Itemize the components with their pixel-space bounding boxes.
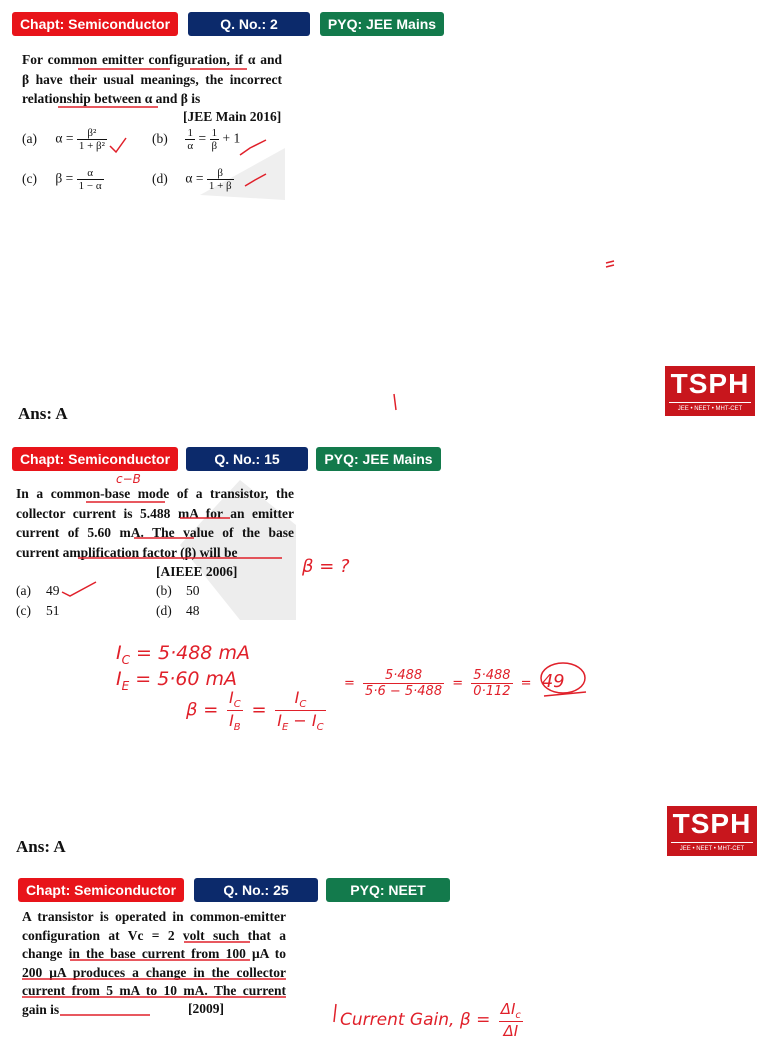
question-number-tag: Q. No.: 2 bbox=[188, 12, 310, 36]
note-beta-question: β = ? bbox=[302, 556, 350, 577]
option-value: 51 bbox=[46, 603, 60, 618]
chapter-tag: Chapt: Semiconductor bbox=[12, 12, 178, 36]
question-text: For common emitter configuration, if α and β have their usual meanings, the incorrect relationship between α and β is bbox=[22, 52, 282, 106]
answer-label: Ans: A bbox=[16, 837, 66, 856]
note-subscript: c bbox=[515, 1010, 521, 1021]
logo-tagline: JEE • NEET • MHT-CET bbox=[671, 842, 753, 855]
pyq-tag: PYQ: JEE Mains bbox=[320, 12, 444, 36]
fraction-denominator: 0·112 bbox=[473, 684, 511, 699]
note-value: = 5·488 mA bbox=[136, 642, 250, 664]
fraction-denominator: α bbox=[187, 140, 194, 152]
equals-sign: = bbox=[520, 676, 532, 691]
tick-mark bbox=[110, 138, 126, 152]
tick-mark bbox=[62, 582, 96, 596]
note-symbol: I bbox=[229, 711, 234, 731]
option-label: (b) bbox=[156, 583, 172, 598]
note-subscript: C bbox=[121, 652, 130, 667]
fraction-denominator: 1 + β bbox=[208, 180, 232, 192]
option-value: 50 bbox=[186, 583, 200, 598]
fraction-numerator: β² bbox=[77, 127, 107, 140]
option-value: 48 bbox=[186, 603, 200, 618]
stroke-mark bbox=[606, 261, 614, 267]
fraction-numerator: 1 bbox=[185, 127, 195, 140]
chapter-tag: Chapt: Semiconductor bbox=[18, 878, 184, 902]
note-symbol: ΔI bbox=[500, 1000, 516, 1018]
tick-mark bbox=[245, 174, 266, 186]
note-value: = 5·60 mA bbox=[135, 668, 238, 690]
note-subscript: B bbox=[233, 722, 241, 734]
note-symbol: I bbox=[116, 642, 122, 664]
option-lhs: α = bbox=[55, 130, 74, 146]
note-subscript: E bbox=[282, 722, 289, 734]
answer-circle bbox=[541, 663, 585, 693]
note-minus: − I bbox=[288, 711, 317, 731]
pyq-tag: PYQ: NEET bbox=[326, 878, 450, 902]
answer-label: Ans: A bbox=[18, 404, 68, 423]
question-text: A transistor is operated in common-emitter configuration at Vc = 2 volt such that a change in the base current from 100 μA to 200 μA produces a change in the collector current from 5 mA to 10 mA. The current gain is bbox=[22, 909, 286, 1017]
fraction-denominator: 5·6 − 5·488 bbox=[365, 684, 443, 699]
pyq-tag: PYQ: JEE Mains bbox=[316, 447, 441, 471]
question-text: In a common-base mode of a transistor, the collector current is 5.488 mA for an emitter current of 5.60 mA. The value of the base current amplification factor (β) will be bbox=[16, 486, 294, 560]
question-number-tag: Q. No.: 15 bbox=[186, 447, 308, 471]
option-label: (a) bbox=[22, 130, 37, 146]
note-common-base: c−B bbox=[116, 472, 141, 486]
option-label: (c) bbox=[22, 170, 37, 186]
option-value: 49 bbox=[46, 583, 60, 598]
fraction-numerator: 5·488 bbox=[363, 668, 444, 684]
option-label: (d) bbox=[156, 603, 172, 618]
note-subscript: C bbox=[316, 722, 324, 734]
fraction-denominator: ΔI bbox=[503, 1022, 519, 1040]
fraction-numerator: β bbox=[207, 167, 234, 180]
fraction-numerator: α bbox=[77, 167, 104, 180]
fraction-denominator: β bbox=[211, 140, 218, 152]
equals-sign: = bbox=[251, 699, 267, 721]
option-lhs: α = bbox=[185, 170, 204, 186]
stroke-mark bbox=[334, 1004, 336, 1022]
option-label: (b) bbox=[152, 130, 168, 146]
question-source: [JEE Main 2016] bbox=[183, 109, 282, 124]
note-subscript: C bbox=[233, 699, 241, 711]
equals-sign: = bbox=[452, 676, 464, 691]
note-symbol: I bbox=[116, 668, 122, 690]
fraction-denominator: 1 − α bbox=[78, 180, 102, 192]
logo-text: TSPH bbox=[670, 368, 750, 399]
fraction-numerator: 5·488 bbox=[473, 668, 511, 683]
note-symbol: I bbox=[294, 688, 300, 707]
option-lhs: β = bbox=[55, 170, 74, 186]
equals-sign: = bbox=[344, 676, 355, 691]
question-number-tag: Q. No.: 25 bbox=[194, 878, 318, 902]
question-source: [AIEEE 2006] bbox=[156, 564, 238, 579]
tick-mark bbox=[240, 140, 266, 155]
note-symbol: I bbox=[229, 688, 234, 707]
fraction-numerator: 1 bbox=[210, 127, 220, 140]
note-gain-text: Current Gain, β = bbox=[340, 1010, 491, 1030]
question-source: [2009] bbox=[188, 1001, 224, 1016]
note-symbol: I bbox=[277, 711, 283, 731]
logo-text: TSPH bbox=[672, 808, 752, 839]
option-label: (c) bbox=[16, 603, 31, 618]
note-beta: β = bbox=[186, 699, 219, 721]
chapter-tag: Chapt: Semiconductor bbox=[12, 447, 178, 471]
note-result: 49 bbox=[541, 671, 565, 692]
option-label: (a) bbox=[16, 583, 31, 598]
option-label: (d) bbox=[152, 170, 168, 186]
fraction-denominator: 1 + β² bbox=[78, 140, 105, 152]
note-subscript: C bbox=[299, 699, 307, 711]
option-tail: + 1 bbox=[222, 130, 241, 146]
equals-sign: = bbox=[198, 130, 207, 146]
logo-tagline: JEE • NEET • MHT-CET bbox=[669, 402, 751, 415]
stroke-mark bbox=[394, 394, 396, 410]
note-subscript: E bbox=[121, 678, 130, 693]
